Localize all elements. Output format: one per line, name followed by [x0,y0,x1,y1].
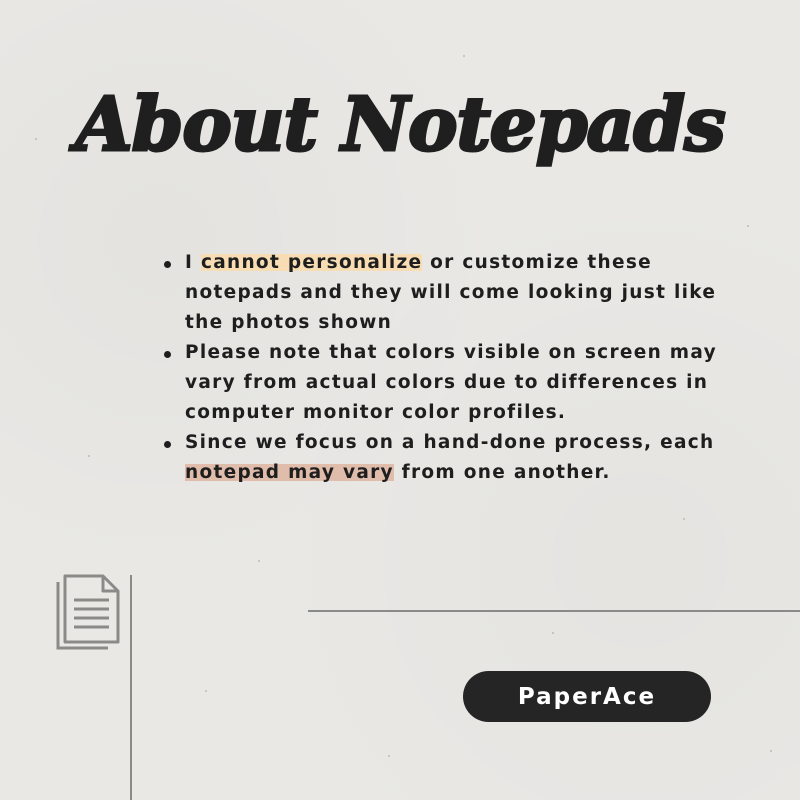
page-title: About Notepads [75,82,725,168]
brand-badge: PaperAce [463,671,711,722]
divider-horizontal [308,610,800,612]
note-item: I cannot personalize or customize these notepads and they will come looking just like the photos shown [160,248,740,338]
notes-list [160,248,740,488]
note-item: Please note that colors visible on screen may vary from actual colors due to differences in computer monitor color profiles. [160,338,740,428]
highlighted-text: notepad may vary [185,462,394,483]
highlighted-text: cannot personalize [200,252,423,273]
document-icon [56,572,126,656]
note-item: Since we focus on a hand-done process, each notepad may vary from one another. [160,428,740,488]
divider-vertical [130,575,132,800]
